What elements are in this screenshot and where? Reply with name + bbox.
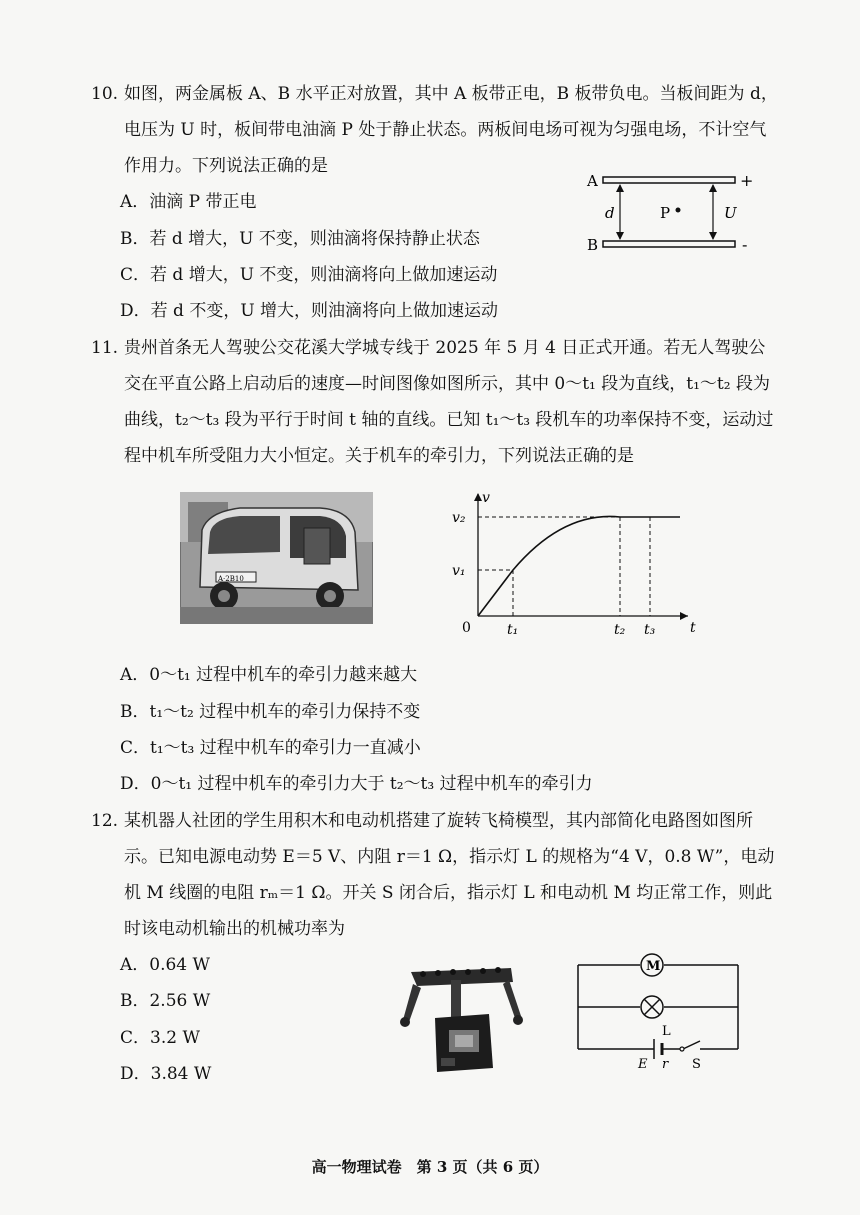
x-tick-label-2: t₂ bbox=[614, 622, 626, 636]
x-axis-arrow bbox=[680, 612, 688, 620]
question-12-stem-line-1: 某机器人社团的学生用积木和电动机搭建了旋转飞椅模型，其内部简化电路图如图所 bbox=[124, 811, 753, 831]
question-12-option-a: A．0.64 W bbox=[120, 955, 211, 975]
droplet-label: P bbox=[660, 204, 671, 222]
question-12-stem-line-3: 机 M 线圈的电阻 rₘ＝1 Ω。开关 S 闭合后，指示灯 L 和电动机 M 均正常工作，则此 bbox=[124, 883, 773, 903]
question-12-option-b: B．2.56 W bbox=[120, 991, 211, 1011]
emf-label: E bbox=[638, 1057, 648, 1072]
motor-label: M bbox=[646, 959, 661, 974]
minus-sign: - bbox=[742, 235, 748, 254]
question-11-option-b: B．t₁～t₂ 过程中机车的牵引力保持不变 bbox=[120, 702, 421, 722]
internal-resistance-label: r bbox=[662, 1057, 669, 1072]
driverless-bus-photo bbox=[180, 492, 373, 624]
x-tick-label-1: t₁ bbox=[507, 622, 519, 636]
plate-a-label: A bbox=[587, 172, 598, 190]
question-11-option-c: C．t₁～t₃ 过程中机车的牵引力一直减小 bbox=[120, 738, 421, 758]
x-tick-label-3: t₃ bbox=[644, 622, 656, 636]
question-10-number: 10. bbox=[91, 84, 119, 104]
y-tick-label-1: v₁ bbox=[452, 563, 466, 579]
origin-label: 0 bbox=[462, 620, 471, 636]
question-10-option-b: B．若 d 增大，U 不变，则油滴将保持静止状态 bbox=[120, 229, 480, 249]
question-12-stem-line-2: 示。已知电源电动势 E＝5 V、内阻 r＝1 Ω，指示灯 L 的规格为“4 V，0.8 W”，电动 bbox=[124, 847, 775, 867]
question-11-stem-line-4: 程中机车所受阻力大小恒定。关于机车的牵引力，下列说法正确的是 bbox=[124, 446, 634, 466]
distance-label: d bbox=[605, 204, 615, 222]
question-12-stem-line-4: 时该电动机输出的机械功率为 bbox=[124, 919, 345, 939]
question-10-option-a: A．油滴 P 带正电 bbox=[120, 192, 257, 212]
lamp-label: L bbox=[662, 1024, 671, 1039]
question-11-option-d: D．0～t₁ 过程中机车的牵引力大于 t₂～t₃ 过程中机车的牵引力 bbox=[120, 774, 593, 794]
question-10-stem-line-1: 如图，两金属板 A、B 水平正对放置，其中 A 板带正电，B 板带负电。当板间距为 d， bbox=[124, 84, 778, 104]
bus-plate-text: A·2B10 bbox=[218, 575, 244, 583]
oil-droplet bbox=[676, 208, 681, 213]
plus-sign: + bbox=[740, 171, 754, 190]
question-10-stem-line-2: 电压为 U 时，板间带电油滴 P 处于静止状态。两板间电场可视为匀强电场，不计空气 bbox=[124, 120, 767, 140]
question-10-option-d: D．若 d 不变，U 增大，则油滴将向上做加速运动 bbox=[120, 301, 499, 321]
plate-b-label: B bbox=[587, 236, 599, 254]
question-12-number: 12. bbox=[91, 811, 119, 831]
capacitor-diagram bbox=[585, 170, 760, 255]
question-11-stem-line-3: 曲线，t₂～t₃ 段为平行于时间 t 轴的直线。已知 t₁～t₃ 段机车的功率保持不变，运动过 bbox=[124, 410, 774, 430]
y-axis-label: v bbox=[482, 490, 490, 506]
velocity-time-chart bbox=[448, 488, 698, 636]
question-11-number: 11. bbox=[91, 338, 119, 358]
question-11-option-a: A．0～t₁ 过程中机车的牵引力越来越大 bbox=[120, 665, 418, 685]
question-10-option-c: C．若 d 增大，U 不变，则油滴将向上做加速运动 bbox=[120, 265, 498, 285]
y-tick-label-2: v₂ bbox=[452, 510, 466, 526]
question-10-stem-line-3: 作用力。下列说法正确的是 bbox=[124, 156, 328, 176]
switch-label: S bbox=[692, 1057, 701, 1072]
question-11-stem-line-1: 贵州首条无人驾驶公交花溪大学城专线于 2025 年 5 月 4 日正式开通。若无人驾驶公 bbox=[124, 338, 766, 358]
circuit-diagram bbox=[570, 945, 750, 1073]
x-axis-label: t bbox=[690, 620, 696, 636]
y-axis-arrow bbox=[474, 493, 482, 501]
switch-contact bbox=[680, 1047, 684, 1051]
flying-chair-model-photo bbox=[393, 960, 528, 1080]
voltage-label: U bbox=[724, 204, 737, 222]
question-11-stem-line-2: 交在平直公路上启动后的速度—时间图像如图所示，其中 0～t₁ 段为直线，t₁～t₂ 段为 bbox=[124, 374, 770, 394]
page-footer: 高一物理试卷 第 3 页（共 6 页） bbox=[311, 1158, 549, 1176]
question-12-option-d: D．3.84 W bbox=[120, 1064, 212, 1084]
question-12-option-c: C．3.2 W bbox=[120, 1028, 200, 1048]
